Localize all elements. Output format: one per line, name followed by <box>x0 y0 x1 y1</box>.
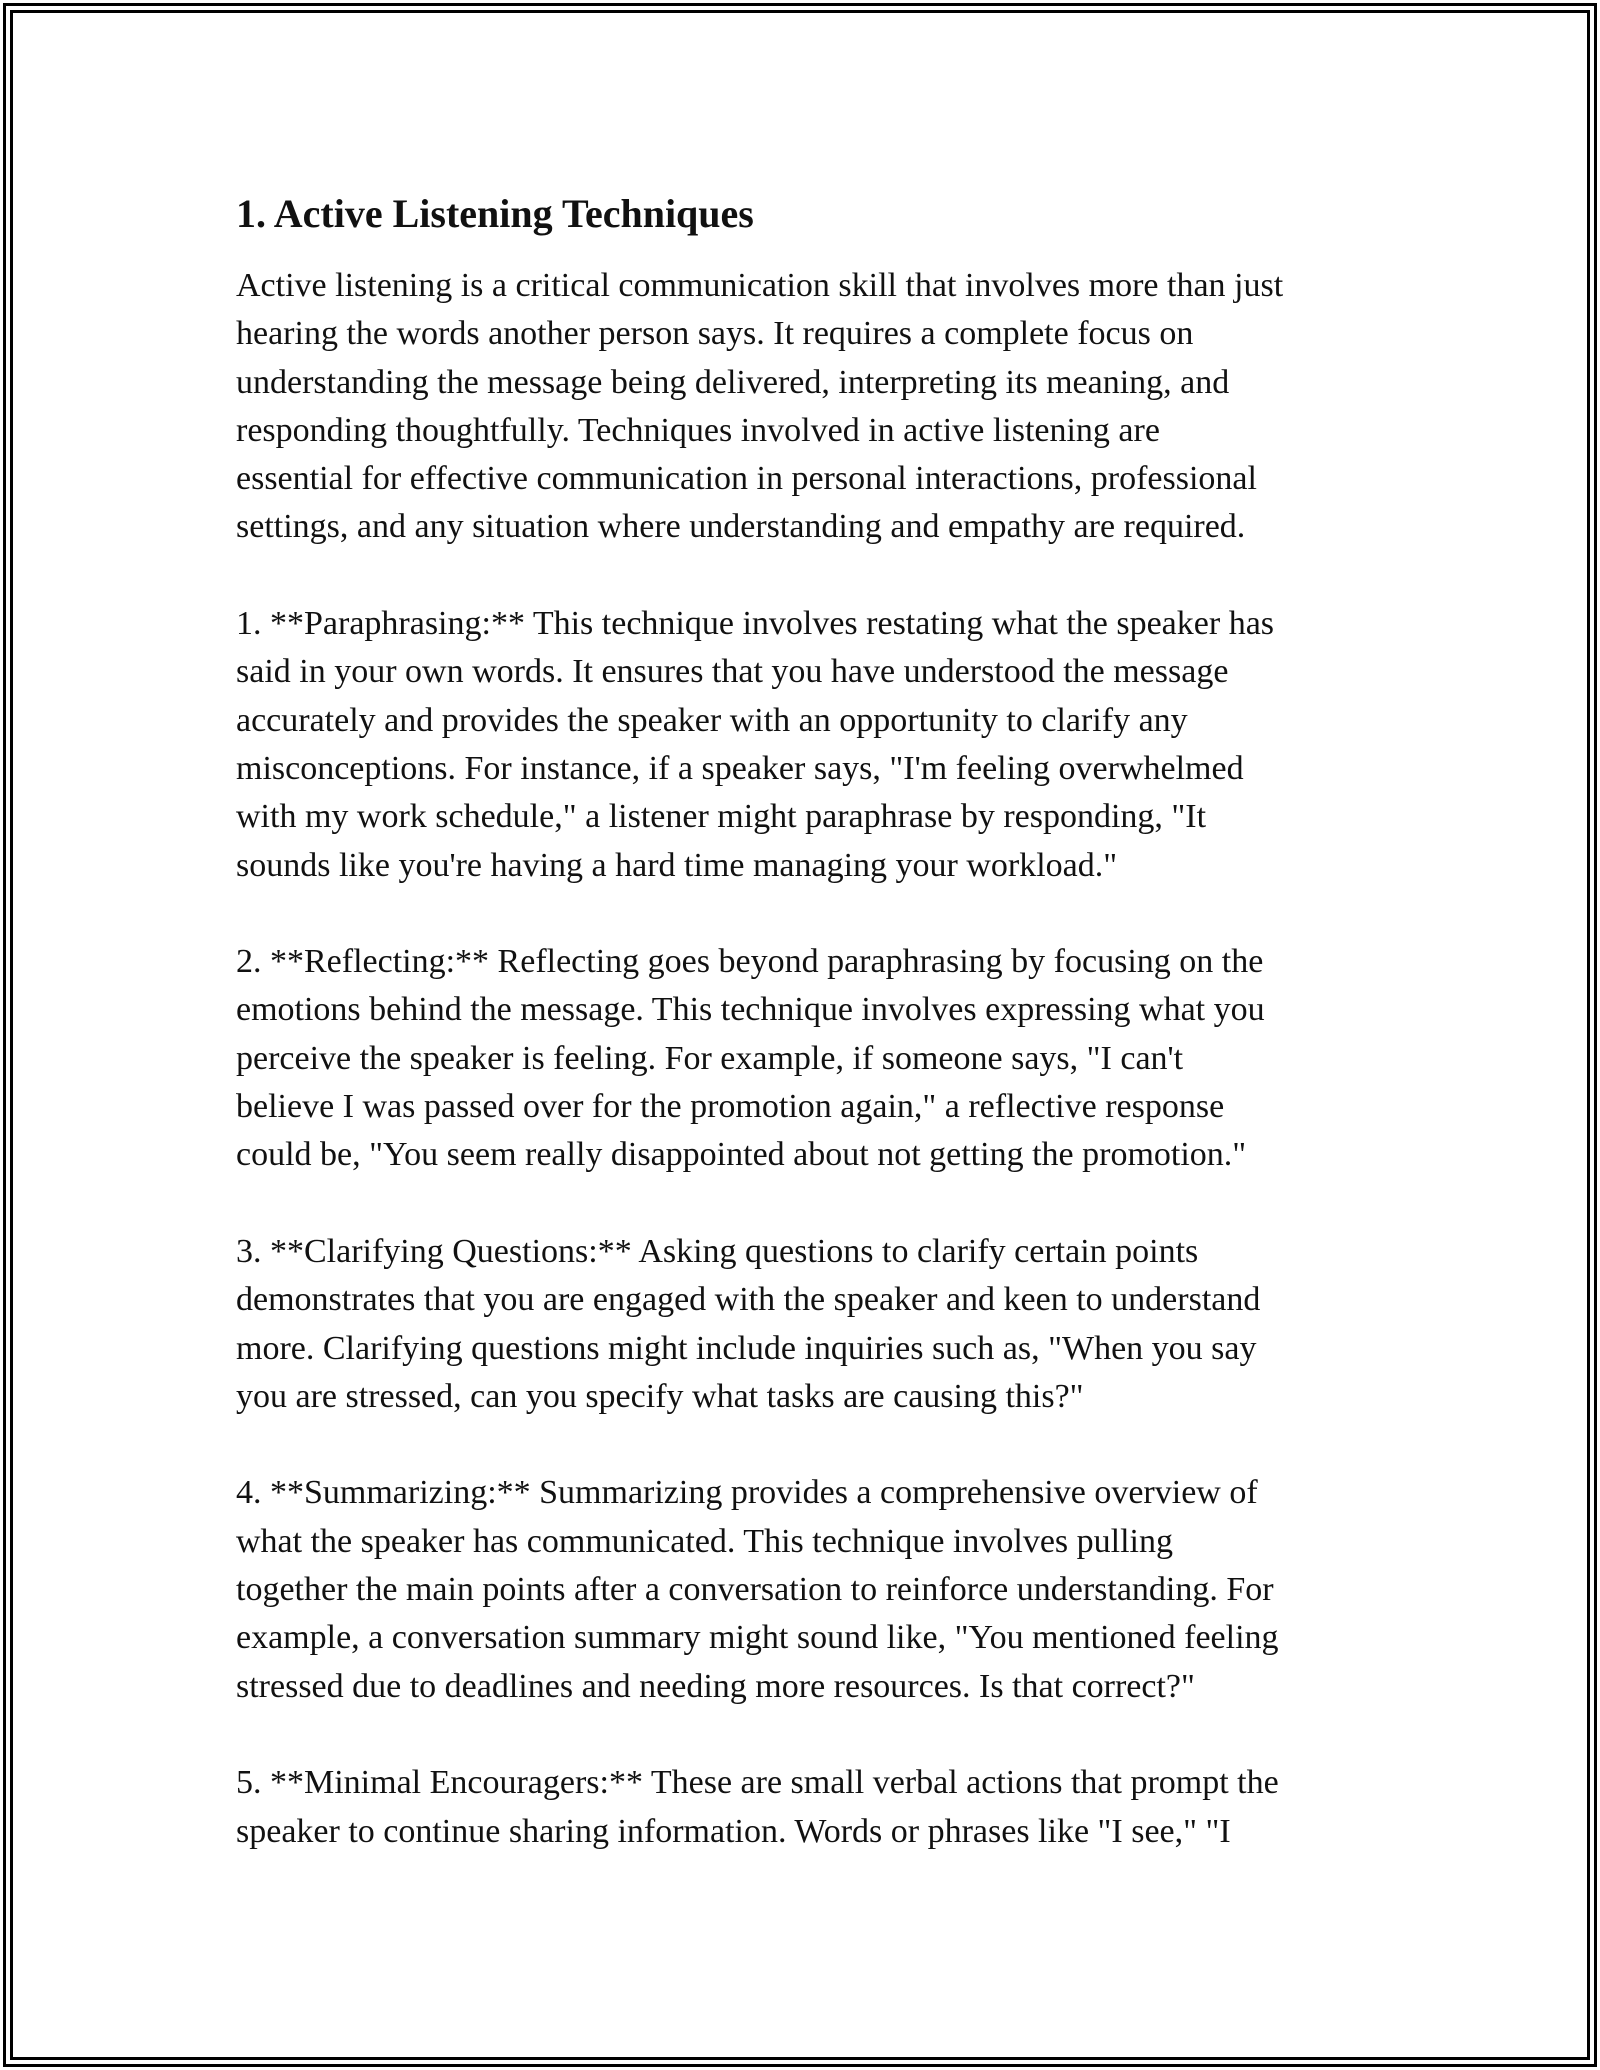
text-line: example, a conversation summary might sound like, "You mentioned feeling <box>236 1619 1279 1657</box>
text-line: 2. **Reflecting:** Reflecting goes beyond paraphrasing by focusing on the <box>236 943 1264 981</box>
text-line: believe I was passed over for the promotion again," a reflective response <box>236 1088 1225 1126</box>
intro-paragraph <box>236 262 1396 552</box>
technique-paragraph <box>236 1759 1396 1856</box>
text-line: settings, and any situation where understanding and empathy are required. <box>236 508 1246 546</box>
text-line: stressed due to deadlines and needing more resources. Is that correct?" <box>236 1667 1195 1705</box>
text-line: understanding the message being delivered, interpreting its meaning, and <box>236 363 1230 401</box>
text-line: misconceptions. For instance, if a speaker says, "I'm feeling overwhelmed <box>236 749 1244 787</box>
paragraph-list <box>236 262 1396 1856</box>
technique-paragraph <box>236 1228 1396 1421</box>
text-line: accurately and provides the speaker with an opportunity to clarify any <box>236 701 1188 739</box>
text-line: 5. **Minimal Encouragers:** These are small verbal actions that prompt the <box>236 1764 1279 1802</box>
text-line: essential for effective communication in personal interactions, professional <box>236 460 1257 498</box>
text-line: responding thoughtfully. Techniques involved in active listening are <box>236 411 1160 449</box>
text-line: hearing the words another person says. It requires a complete focus on <box>236 315 1194 353</box>
text-line: 1. **Paraphrasing:** This technique involves restating what the speaker has <box>236 605 1275 643</box>
text-line: could be, "You seem really disappointed about not getting the promotion." <box>236 1136 1247 1174</box>
text-line: more. Clarifying questions might include inquiries such as, "When you say <box>236 1329 1257 1367</box>
text-line: Active listening is a critical communication skill that involves more than just <box>236 267 1284 304</box>
document-body <box>236 188 1396 1904</box>
page-title: 1. Active Listening Techniques <box>236 191 754 236</box>
text-line: speaker to continue sharing information. Words or phrases like "I see," "I <box>236 1812 1231 1850</box>
technique-paragraph <box>236 1469 1396 1710</box>
text-line: said in your own words. It ensures that you have understood the message <box>236 653 1229 691</box>
text-line: with my work schedule," a listener might paraphrase by responding, "It <box>236 798 1207 836</box>
text-line: demonstrates that you are engaged with the speaker and keen to understand <box>236 1281 1261 1319</box>
text-line: you are stressed, can you specify what tasks are causing this?" <box>236 1377 1084 1415</box>
technique-paragraph <box>236 938 1396 1179</box>
text-line: 4. **Summarizing:** Summarizing provides a comprehensive overview of <box>236 1474 1258 1512</box>
text-line: together the main points after a conversation to reinforce understanding. For <box>236 1571 1274 1609</box>
text-line: perceive the speaker is feeling. For example, if someone says, "I can't <box>236 1039 1184 1077</box>
text-line: what the speaker has communicated. This technique involves pulling <box>236 1522 1173 1560</box>
technique-paragraph <box>236 600 1396 890</box>
text-line: sounds like you're having a hard time managing your workload." <box>236 846 1118 884</box>
text-line: 3. **Clarifying Questions:** Asking questions to clarify certain points <box>236 1232 1199 1270</box>
text-line: emotions behind the message. This technique involves expressing what you <box>236 991 1265 1029</box>
